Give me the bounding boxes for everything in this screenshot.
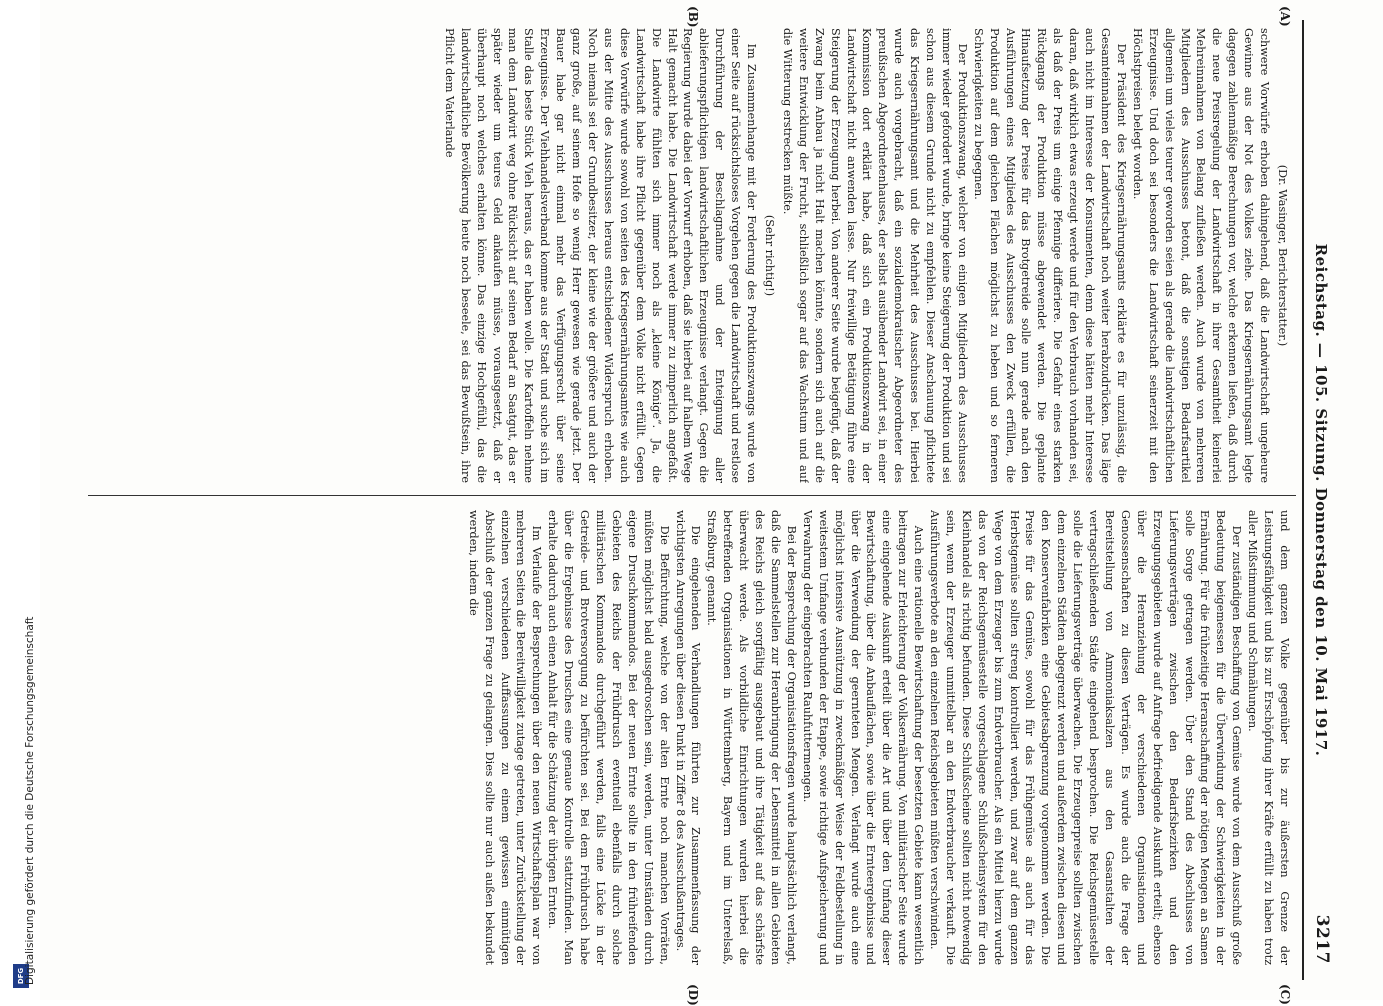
paragraph: Die Befürchtung, welche von der alten Ernte noch manchen Vorräten, müßten möglichst bald ausgedroschen sein, werden, unter Umständen durch eigene Druschkommandos. Bei der neuen Ernte sollte in den frühreifenden Gebieten des Reichs der Frühdrusch eventuell ebenfalls durch solche militärischen Kommandos durchgeführt werden, falls eine Lücke in der Getreide- und Brotversorgung zu befürchten sei. Bei dem Frühdrusch habe über die Ergebnisse des Drusches eine genaue Kontrolle stattzufinden. Man erhalte dadurch auch einen Anhalt für die Schätzung der übrigen Ernten. [546, 510, 671, 965]
paragraph: Die eingehenden Verhandlungen führten zur Zusammenfassung der wichtigsten Anregungen über diesen Punkt in Ziffer 8 des Ausschußantrages. [673, 510, 703, 965]
page-number: 3217 [1312, 914, 1332, 964]
scanned-page [40, 0, 1383, 1006]
paragraph: schwere Vorwürfe erhoben dahingehend, daß die Landwirtschaft ungeheure Gewinne aus der Not des Volkes ziehe. Das Kriegsernährungsamt legte dagegen zahlenmäßige Berechnungen vor, welche erkennen ließen, daß durch die neue Preisregelung der Landwirtschaft in ihrer Gesamtheit keinerlei Mehreinnahmen von Belang zufließen werden. Auch wurde von mehreren Mitgliedern des Ausschusses betont, daß die sonstigen Bedarfsartikel allgemein um vieles teurer geworden seien als gerade die landwirtschaftlichen Erzeugnisse. Und doch sei besonders die Landwirtschaft seinerzeit mit den Höchstpreisen belegt worden. [1130, 28, 1272, 483]
header-rule [1302, 20, 1304, 980]
paragraph: Der Produktionszwang, welcher von einigen Mitgliedern des Ausschusses immer wieder gefordert wurde, bringe keine Steigerung der Produktion und sei schon aus diesem Grunde nicht zu empfehlen. Dieser Anschauung pflichtete das Kriegsernährungsamt und die Mehrheit des Ausschusses bei. Hierbei wurde auch vorgebracht, daß ein sozialdemokratischer Abgeordneter des preußischen Abgeordnetenhauses, der selbst ausübender Landwirt sei, in einer Kommission dort erklärt habe, daß sich ein Produktionszwang in der Landwirtschaft nicht anwenden lasse. Nur freiwillige Betätigung führe eine Steigerung der Erzeugung herbei. Von anderer Seite wurde beigefügt, daß der Zwang beim Anbau ja nicht Halt machen könnte, sondern sich auch auf die weitere Entwicklung der Frucht, schließlich sogar auf das Wachstum und auf die Witterung erstrecken müßte. [780, 28, 969, 483]
margin-letter-d: (D) [686, 984, 700, 1006]
speaker-note: (Dr. Wasinger, Berichterstatter.) [1276, 164, 1289, 347]
page-header [1304, 30, 1334, 970]
rotated-page-content [80, 0, 1340, 1006]
column-divider [88, 495, 1296, 496]
margin-letter-c: (C) [1278, 984, 1292, 1005]
paragraph: Im Zusammenhange mit der Forderung des Produktionszwangs wurde von einer Seite auf rücksichtsloses Vorgehen gegen die Landwirtschaft und restlose Durchführung der Beschlagnahme und der Enteignung aller ablieferungspflichtigen landwirtschaftlichen Erzeugnisse verlangt. Gegen die Regierung wurde dabei der Vorwurf erhoben, daß sie hierbei auf halbem Wege Halt gemacht habe. Die Landwirtschaft werde immer zu zimperlich angefaßt. Die Landwirte fühlten sich immer noch als „kleine Könige“. Ja, die Landwirtschaft habe ihre Pflicht gegenüber dem Volke nicht erfüllt. Gegen diese Vorwürfe wurde sowohl von seiten des Kriegsernährungsamtes wie auch aus der Mitte des Ausschusses heraus entschiedener Widerspruch erhoben. Noch niemals sei der Grundbesitzer, der kleine wie der größere und auch der ganz große, auf seinem Hofe so wenig Herr gewesen wie gerade jetzt. Der Bauer habe gar nicht einmal mehr das Verfügungsrecht über seine Erzeugnisse. Der Viehhandelsverband komme aus der Stadt und suche sich im Stalle das beste Stück Vieh heraus, das er haben wolle. Die Kartoffeln nehme man dem Landwirt weg ohne Rücksicht auf seinen Bedarf an Saatgut, das er später wieder um teures Geld ankaufen müsse, vorausgesetzt, daß er überhaupt noch welches erhalten könne. Das einzige Hochgefühl, das die landwirtschaftliche Bevölkerung heute noch beseele, sei das Bewußtsein, ihre Pflicht dem Vaterlande [442, 28, 759, 483]
paragraph: Bei der Besprechung der Organisationsfragen wurde hauptsächlich verlangt, daß die Sammelstellen zur Heranbringung der Lebensmittel in allen Gebieten des Reichs gleich sorgfältig ausgebaut und ihre Tätigkeit auf das schärfste überwacht werde. Als vorbildliche Einrichtungen wurden hierbei die betreffenden Organisationen in Württemberg, Bayern und im Unterelsaß, Straßburg, genannt. [705, 510, 798, 965]
paragraph: und dem ganzen Volke gegenüber bis zur äußersten Grenze der Leistungsfähigkeit und bis zur Erschöpfung ihrer Kräfte erfüllt zu haben trotz aller Mißstimmung und Schmähungen. [1246, 510, 1291, 965]
margin-letter-a: (A) [1278, 6, 1292, 27]
running-head: Reichstag. — 105. Sitzung. Donnerstag den 10. Mai 1917. [1312, 243, 1330, 757]
paragraph: Im Verlaufe der Besprechungen über den neuen Wirtschaftsplan war von mehreren Seiten die Bereitwilligkeit zutage getreten, unter Zurückstellung der einzelnen verschiedenen Auffassungen zu einem gewissen einmütigen Abschluß der ganzen Frage zu gelangen. Dies sollte nur auch außen bekundet werden, indem die [466, 510, 544, 965]
dfg-logo: DFG [13, 964, 29, 988]
footer-credit-text: Digitalisierung gefördert durch die Deutsche Forschungsgemeinschaft [24, 616, 36, 985]
digitization-footer [0, 0, 40, 1000]
paragraph: Der Präsident des Kriegsernährungsamts erklärte es für unzulässig, die Gesamteinnahmen der Landwirtschaft noch weiter herabzudrücken. Das läge auch nicht im Interesse der Konsumenten, denn diese hätten mehr Interesse daran, daß wirklich etwas erzeugt werde und für den Verbrauch vorhanden sei, als daß der Preis um einige Pfennige differiere. Die Gefahr eines starken Rückgangs der Produktion müsse abgewendet werden. Die geplante Hinaufsetzung der Preise für das Brotgetreide solle nun gerade nach den Ausführungen eines Mitgliedes des Ausschusses den Zweck erfüllen, die Produktion auf dem gleichen Flächen möglichst zu heben und so ferneren Schwierigkeiten zu begegnen. [971, 28, 1128, 483]
paragraph: Der zuständigen Beschaffung von Gemüse wurde von dem Ausschuß große Bedeutung beigemessen für die Überwindung der Schwierigkeiten in der Ernährung. Für die frühzeitige Heranschaffung der nötigen Mengen an Samen solle Sorge getragen werden. Über den Stand des Abschlusses von Lieferungsverträgen zwischen den Bedarfsbezirken und den Erzeugungsgebieten wurde auf Anfrage befriedigende Auskunft erteilt; ebenso über die Heranziehung der verschiedenen Organisationen und Genossenschaften zu diesen Verträgen. Es wurde auch die Frage der Bereitstellung von Ammoniaksalzen aus den Gasanstalten der vertragschließenden Städte eingehend besprochen. Die Reichsgemüsestelle solle die Lieferungsverträge überwachen. Die Erzeugerpreise sollten zwischen dem einzelnen Städten abgegrenzt werden und außerdem zwischen diesen und den Konservenfabriken eine Gebietsabgrenzung vorgenommen werden. Die Preise für das Gemüse, sowohl für das Frühgemüse als auch für das Herbstgemüse sollten streng kontrolliert werden, und zwar auf dem ganzen Wege von dem Erzeuger bis zum Endverbraucher. Als ein Mittel hierzu wurde das von der Reichsgemüsestelle vorgeschlagene Schlußscheinsystem für den Kleinhandel als richtig befunden. Diese Schlußscheine sollten nicht notwendig sein, wenn der Erzeuger unmittelbar an den Endverbraucher verkauft. Die Ausführungsverbote an den einzelnen Reichsgebieten müßten verschwinden. [928, 510, 1244, 965]
right-column [90, 510, 1292, 965]
left-column [90, 28, 1292, 483]
paragraph: Auch eine rationelle Bewirtschaftung der besetzten Gebiete kann wesentlich beitragen zur Erleichterung der Volksernährung. Von militärischer Seite wurde eine eingehende Auskunft erteilt über die Art und über den Umfang dieser Bewirtschaftung, über die Anbauflächen, sowie über die Ernteergebnisse und über die Verwendung der geernteten Mengen. Verlangt wurde auch eine möglichst intensive Ausnützung in zweckmäßiger Weise der Feldbestellung in weitestem Umfange verbunden der Etappe, sowie richtige Aufspeicherung und Verwahrung der eingebrachten Rauhfuttermengen. [800, 510, 926, 965]
interjection: (Sehr richtig!) [763, 214, 776, 297]
margin-letter-b: (B) [686, 6, 700, 28]
